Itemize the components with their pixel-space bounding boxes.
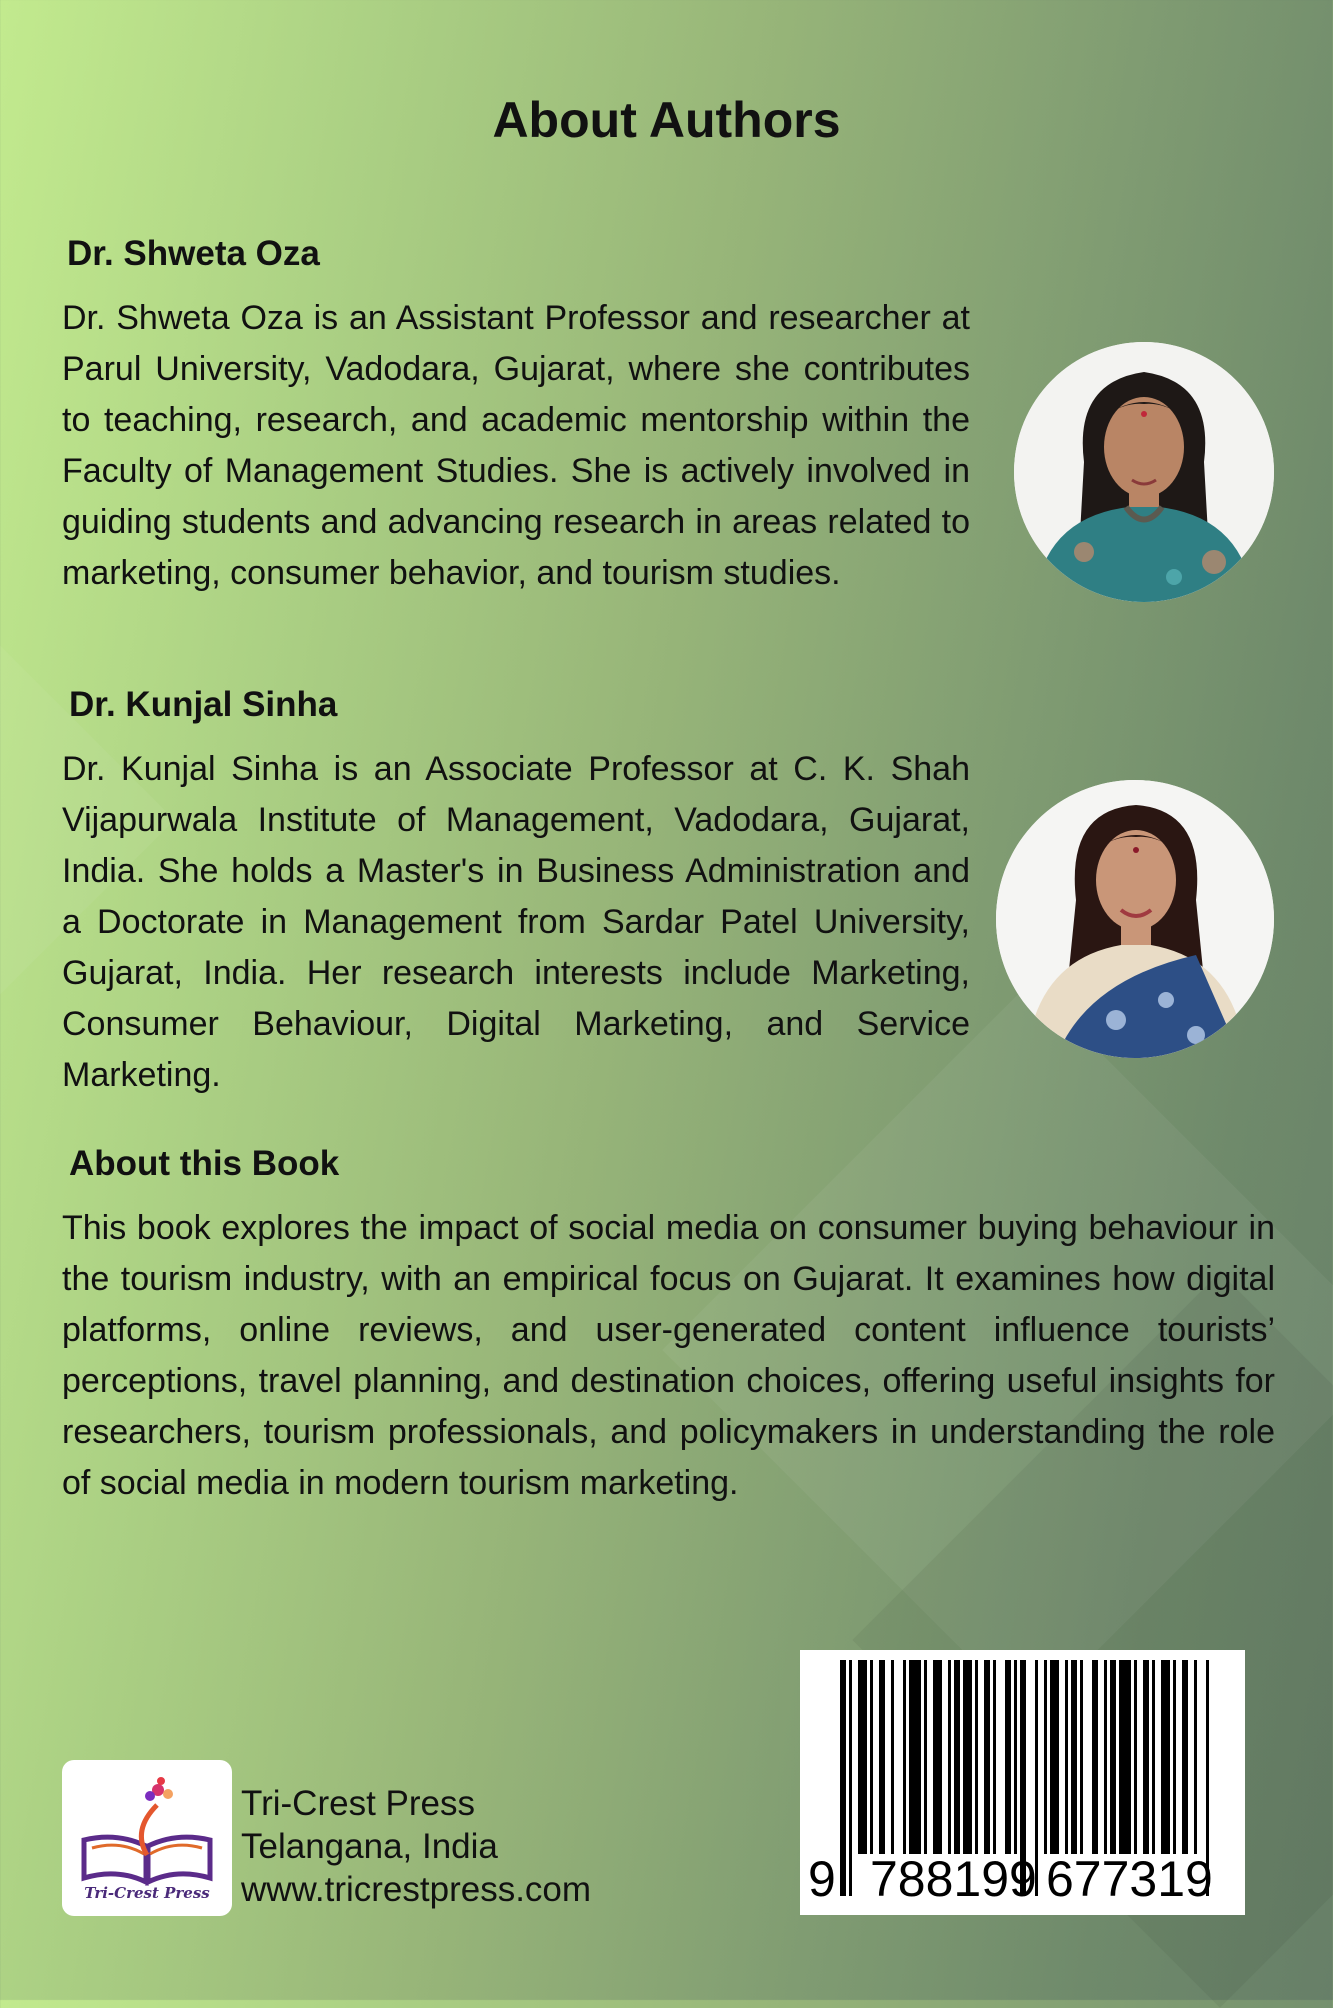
barcode-bar bbox=[903, 1660, 906, 1854]
barcode-bar bbox=[1194, 1660, 1197, 1854]
barcode-bar bbox=[1182, 1660, 1188, 1854]
publisher-location: Telangana, India bbox=[241, 1827, 498, 1866]
barcode-bar bbox=[933, 1660, 942, 1854]
barcode-bar bbox=[1104, 1660, 1107, 1854]
barcode-bar bbox=[1050, 1660, 1059, 1854]
author-bio-oza: Dr. Shweta Oza is an Assistant Professor and researcher at Parul University, Vadodara, Gujarat, where she contributes to teaching, research, and academic mentorship within the Faculty of Management Studies. She is actively involved in guiding students and advancing research in areas related to marketing, consumer behavior, and tourism studies. bbox=[62, 299, 970, 592]
author-name-oza: Dr. Shweta Oza bbox=[67, 234, 320, 273]
barcode-bar bbox=[993, 1660, 996, 1854]
barcode-bar bbox=[858, 1660, 867, 1854]
barcode-bar bbox=[840, 1660, 846, 1896]
barcode-first-digit: 9 bbox=[808, 1851, 836, 1907]
author-photo-sinha bbox=[996, 780, 1274, 1058]
publisher-website: www.tricrestpress.com bbox=[241, 1870, 592, 1909]
barcode-bar bbox=[849, 1660, 852, 1896]
publisher-info bbox=[241, 1782, 591, 1911]
publisher-logo bbox=[62, 1760, 232, 1916]
barcode-bar bbox=[954, 1660, 960, 1854]
page-title: About Authors bbox=[492, 92, 841, 148]
barcode-bar bbox=[1173, 1660, 1176, 1854]
barcode-bar bbox=[1071, 1660, 1077, 1854]
barcode-left-digits: 788199 bbox=[870, 1851, 1037, 1907]
book-description: This book explores the impact of social media on consumer buying behaviour in the tourism industry, with an empirical focus on Gujarat. It examines how digital platforms, online reviews, and user-generated content influence tourists’ perceptions, travel planning, and destination choices, offering useful insights for researchers, tourism professionals, and policymakers in understanding the role of social media in modern tourism marketing. bbox=[62, 1209, 1275, 1502]
author-name-sinha: Dr. Kunjal Sinha bbox=[69, 685, 338, 724]
barcode-bar bbox=[975, 1660, 978, 1854]
isbn-barcode bbox=[800, 1650, 1245, 1915]
barcode-bar bbox=[948, 1660, 951, 1854]
barcode-bar bbox=[1143, 1660, 1149, 1854]
barcode-bar bbox=[870, 1660, 873, 1854]
barcode-bar bbox=[924, 1660, 927, 1854]
barcode-bar bbox=[879, 1660, 885, 1854]
barcode-bar bbox=[1044, 1660, 1047, 1854]
barcode-bar bbox=[1134, 1660, 1137, 1854]
barcode-bar bbox=[1014, 1660, 1017, 1854]
barcode-bar bbox=[1065, 1660, 1068, 1854]
publisher-logo-text: Tri-Crest Press bbox=[84, 1884, 210, 1902]
barcode-bar bbox=[1080, 1660, 1083, 1854]
barcode-bar bbox=[1119, 1660, 1131, 1854]
author-photo-oza bbox=[1014, 342, 1274, 602]
barcode-bar bbox=[891, 1660, 894, 1854]
publisher-name: Tri-Crest Press bbox=[241, 1784, 475, 1823]
barcode-bar bbox=[963, 1660, 972, 1854]
barcode-bar bbox=[1152, 1660, 1155, 1854]
barcode-bar bbox=[1005, 1660, 1011, 1854]
book-heading: About this Book bbox=[69, 1144, 340, 1183]
barcode-bar bbox=[1110, 1660, 1116, 1854]
barcode-right-digits: 677319 bbox=[1046, 1851, 1213, 1907]
author-bio-sinha: Dr. Kunjal Sinha is an Associate Professor at C. K. Shah Vijapurwala Institute of Management, Vadodara, Gujarat, India. She holds a Master's in Business Administration and a Doctorate in Management from Sardar Patel University, Gujarat, India. Her research interests include Marketing, Consumer Behaviour, Digital Marketing, and Service Marketing. bbox=[62, 750, 970, 1094]
barcode-bar bbox=[909, 1660, 921, 1854]
barcode-bar bbox=[1161, 1660, 1170, 1854]
barcode-bar bbox=[984, 1660, 990, 1854]
barcode-bar bbox=[1092, 1660, 1098, 1854]
